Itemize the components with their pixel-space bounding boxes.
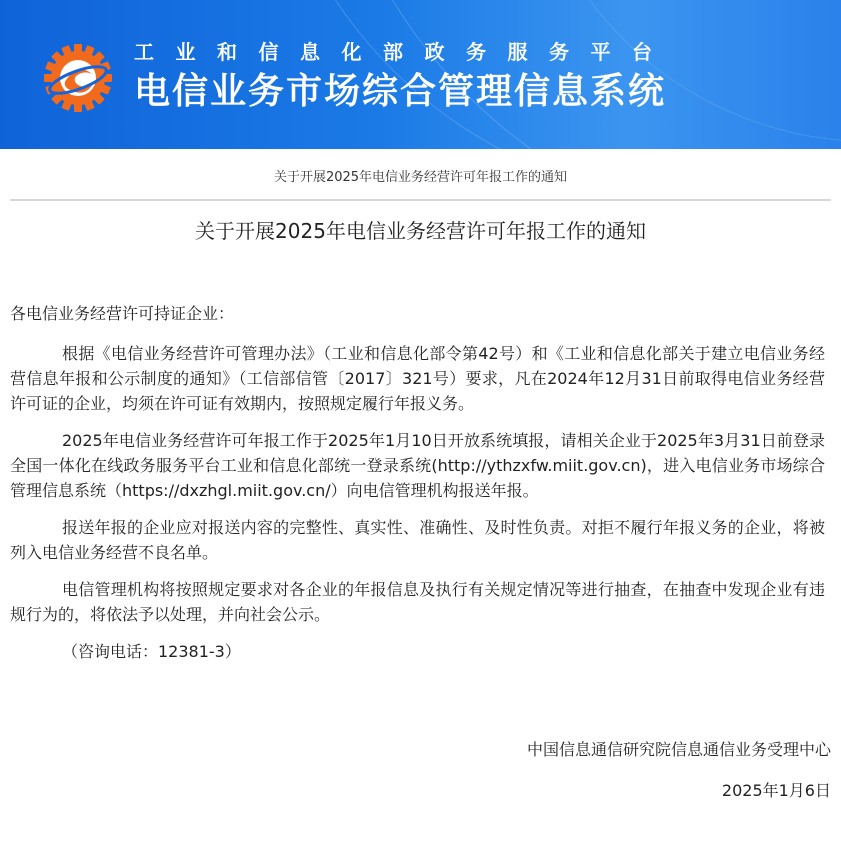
- article-greeting: 各电信业务经营许可持证企业：: [10, 304, 235, 323]
- article-paragraph: 电信管理机构将按照规定要求对各企业的年报信息及执行有关规定情况等进行抽查，在抽查中发现企业有违规行为的，将依法予以处理，并向社会公示。: [10, 580, 825, 624]
- article-paragraph: 2025年电信业务经营许可年报工作于2025年1月10日开放系统填报，请相关企业于2025年3月31日前登录全国一体化在线政务服务平台工业和信息化部统一登录系统(http://ythzxfw.miit.gov.cn)，进入电信业务市场综合管理信息系统（https://dxzhgl.miit.gov.cn/）向电信管理机构报送年报。: [10, 431, 825, 500]
- miit-gear-logo-icon: [40, 40, 116, 116]
- breadcrumb: 关于开展2025年电信业务经营许可年报工作的通知: [273, 170, 568, 185]
- header-banner: [0, 0, 841, 149]
- platform-subtitle: 工业和信息化部政务服务平台: [134, 40, 674, 64]
- article-paragraph: 根据《电信业务经营许可管理办法》（工业和信息化部令第42号）和《工业和信息化部关于建立电信业务经营信息年报和公示制度的通知》（工信部信管〔2017〕321号）要求，凡在2024年12月31日前取得电信业务经营许可证的企业，均须在许可证有效期内，按照规定履行年报义务。: [10, 344, 825, 413]
- system-title: 电信业务市场综合管理信息系统: [134, 71, 667, 112]
- title-divider: [10, 199, 831, 201]
- issuer-signature: 中国信息通信研究院信息通信业务受理中心: [526, 740, 831, 759]
- consult-phone: （咨询电话：12381-3）: [62, 642, 241, 661]
- article-body: [10, 301, 825, 676]
- article-paragraph: 报送年报的企业应对报送内容的完整性、真实性、准确性、及时性负责。对拒不履行年报义务的企业，将被列入电信业务经营不良名单。: [10, 518, 825, 562]
- issue-date: 2025年1月6日: [721, 781, 831, 800]
- article-title: 关于开展2025年电信业务经营许可年报工作的通知: [195, 219, 646, 243]
